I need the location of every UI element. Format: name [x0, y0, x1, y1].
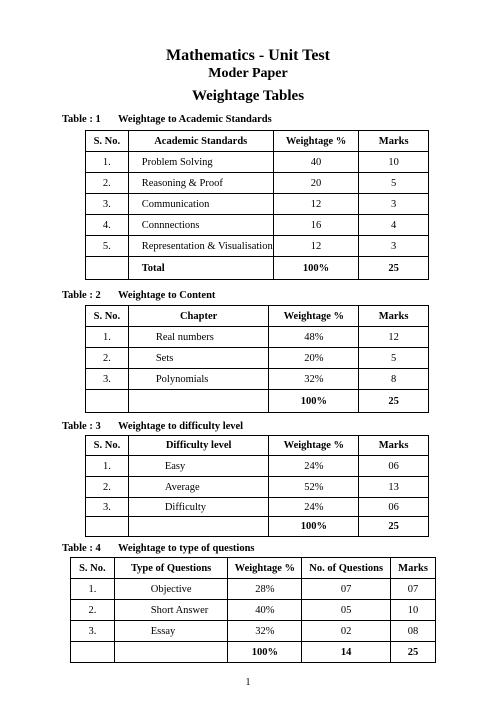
cell: 16 — [273, 215, 359, 236]
header-cell: S. No. — [86, 306, 129, 327]
header-cell: S. No. — [71, 558, 115, 579]
cell: 5. — [86, 236, 129, 257]
table-row — [86, 215, 429, 236]
cell: 20 — [273, 173, 359, 194]
cell: 52% — [269, 477, 359, 498]
table4-caption — [62, 543, 255, 554]
cell: 2. — [86, 173, 129, 194]
cell: 3. — [86, 498, 129, 517]
total-cell: 100% — [269, 390, 359, 413]
cell — [114, 642, 228, 663]
cell: 40 — [273, 152, 359, 173]
cell: 08 — [391, 621, 436, 642]
table-type-of-questions — [70, 557, 436, 663]
table-row — [71, 600, 436, 621]
cell: Real numbers — [128, 327, 269, 348]
cell: 24% — [269, 498, 359, 517]
table2-label: Table : 2 — [62, 290, 101, 301]
cell: 06 — [359, 456, 429, 477]
cell: 2. — [86, 477, 129, 498]
cell: Difficulty — [128, 498, 269, 517]
cell: 40% — [228, 600, 302, 621]
table-row — [86, 498, 429, 517]
table-academic-standards — [85, 130, 429, 280]
total-cell: 25 — [359, 517, 429, 537]
cell: 3 — [359, 194, 429, 215]
cell: Connnections — [128, 215, 273, 236]
header-cell: No. of Questions — [302, 558, 391, 579]
cell: 4. — [86, 215, 129, 236]
cell: 05 — [302, 600, 391, 621]
cell: Problem Solving — [128, 152, 273, 173]
cell: 10 — [359, 152, 429, 173]
header-cell: Academic Standards — [128, 131, 273, 152]
table-header-row — [86, 436, 429, 456]
table2-caption — [62, 290, 215, 301]
cell: 20% — [269, 348, 359, 369]
header-cell: Weightage % — [228, 558, 302, 579]
header-cell: S. No. — [86, 131, 129, 152]
table-row — [86, 477, 429, 498]
cell: 07 — [391, 579, 436, 600]
table-row — [86, 173, 429, 194]
cell: 32% — [269, 369, 359, 390]
cell: 1. — [86, 152, 129, 173]
cell: 12 — [273, 194, 359, 215]
cell: 1. — [86, 456, 129, 477]
cell: Essay — [114, 621, 228, 642]
cell: 06 — [359, 498, 429, 517]
total-cell: 25 — [359, 390, 429, 413]
header-cell: Weightage % — [269, 306, 359, 327]
document-title: Mathematics - Unit Test — [166, 47, 330, 64]
cell: 2. — [86, 348, 129, 369]
cell: Representation & Visualisation — [128, 236, 273, 257]
cell: 12 — [359, 327, 429, 348]
document-subtitle: Moder Paper — [208, 66, 288, 81]
cell: Objective — [114, 579, 228, 600]
table-row — [71, 579, 436, 600]
header-cell: Weightage % — [269, 436, 359, 456]
header-cell: Type of Questions — [114, 558, 228, 579]
cell: 13 — [359, 477, 429, 498]
table1-caption-text: Weightage to Academic Standards — [118, 114, 272, 125]
cell: Reasoning & Proof — [128, 173, 273, 194]
page-number: 1 — [245, 677, 251, 688]
cell: 3. — [71, 621, 115, 642]
table-total-row — [86, 517, 429, 537]
cell — [71, 642, 115, 663]
table3-label: Table : 3 — [62, 421, 101, 432]
header-cell: Chapter — [128, 306, 269, 327]
cell: 5 — [359, 348, 429, 369]
cell: 1. — [71, 579, 115, 600]
header-cell: Marks — [359, 436, 429, 456]
cell: 32% — [228, 621, 302, 642]
cell: Sets — [128, 348, 269, 369]
cell: 24% — [269, 456, 359, 477]
cell: Communication — [128, 194, 273, 215]
cell: Easy — [128, 456, 269, 477]
cell: 3. — [86, 369, 129, 390]
cell: 07 — [302, 579, 391, 600]
table3-caption-text: Weightage to difficulty level — [118, 421, 244, 432]
table-content — [85, 305, 429, 413]
total-cell: 100% — [228, 642, 302, 663]
table-total-row — [71, 642, 436, 663]
cell: 3. — [86, 194, 129, 215]
cell: 10 — [391, 600, 436, 621]
cell — [86, 390, 129, 413]
cell — [128, 517, 269, 537]
table-header-row — [86, 131, 429, 152]
table-total-row — [86, 390, 429, 413]
cell: 2. — [71, 600, 115, 621]
table-header-row — [86, 306, 429, 327]
table-header-row — [71, 558, 436, 579]
table-row — [86, 369, 429, 390]
table-total-row — [86, 257, 429, 280]
total-cell: 100% — [269, 517, 359, 537]
cell: 1. — [86, 327, 129, 348]
cell: 8 — [359, 369, 429, 390]
header-cell: Marks — [359, 131, 429, 152]
table4-caption-text: Weightage to type of questions — [118, 543, 255, 554]
cell: 02 — [302, 621, 391, 642]
cell: Short Answer — [114, 600, 228, 621]
table-row — [86, 236, 429, 257]
table-row — [86, 327, 429, 348]
table4-label: Table : 4 — [62, 543, 101, 554]
table-difficulty-level — [85, 435, 429, 537]
table1-caption — [62, 114, 272, 125]
table3-caption — [62, 421, 243, 432]
cell — [86, 517, 129, 537]
table-row — [86, 348, 429, 369]
total-cell: 25 — [391, 642, 436, 663]
header-cell: Marks — [359, 306, 429, 327]
cell — [128, 390, 269, 413]
cell: Average — [128, 477, 269, 498]
table-row — [86, 456, 429, 477]
total-label: Total — [128, 257, 273, 280]
header-cell: Marks — [391, 558, 436, 579]
cell: 12 — [273, 236, 359, 257]
total-cell: 25 — [359, 257, 429, 280]
total-cell: 14 — [302, 642, 391, 663]
cell: Polynomials — [128, 369, 269, 390]
cell: 3 — [359, 236, 429, 257]
cell — [86, 257, 129, 280]
table2-caption-text: Weightage to Content — [118, 290, 216, 301]
cell: 5 — [359, 173, 429, 194]
table-row — [86, 194, 429, 215]
table-row — [71, 621, 436, 642]
header-cell: Weightage % — [273, 131, 359, 152]
document-heading: Weightage Tables — [191, 88, 305, 104]
total-cell: 100% — [273, 257, 359, 280]
header-cell: S. No. — [86, 436, 129, 456]
cell: 4 — [359, 215, 429, 236]
header-cell: Difficulty level — [128, 436, 269, 456]
cell: 28% — [228, 579, 302, 600]
table-row — [86, 152, 429, 173]
table1-label: Table : 1 — [62, 114, 101, 125]
cell: 48% — [269, 327, 359, 348]
